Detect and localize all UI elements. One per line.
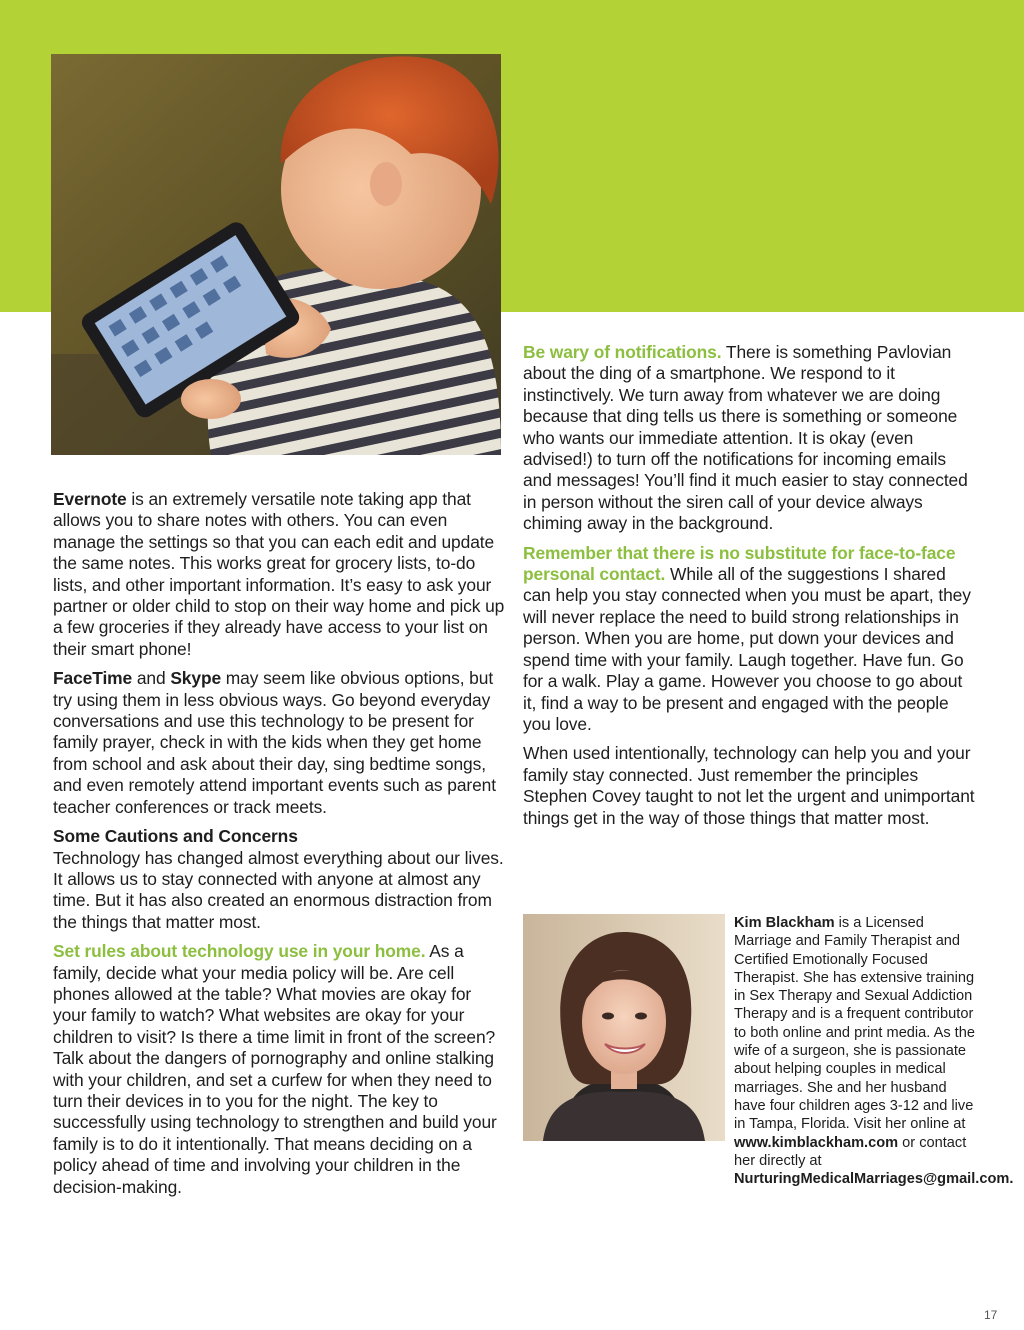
facetime-label: FaceTime [53,668,133,689]
rules-paragraph [53,941,505,1198]
bio-paragraph [734,914,1014,1188]
rules-text: As a family, decide what your media policy will be. Are cell phones allowed at the table? What movies are okay for your family to watch? What websites are okay for your children to visit? Is there a time limit in front of the screen? Talk about the dangers of pornography and online stalking with your children, and set a curfew for when they need to turn their devices in to you for the night. The key to successfully using technology to strengthen and build your family is to do it intentionally. That means deciding on a policy ahead of time and involving your children in the decision-making. [53,941,497,1197]
evernote-paragraph [53,489,505,660]
child-tablet-photo [51,54,501,455]
facetime-skype-text: may seem like obvious options, but try using them in less obvious ways. Go beyond everyday conversations and use this technology to be present for family prayer, check in with the kids when they get home from school and ask about their day, sing bedtime songs, and even remotely attend important events such as parent teacher conferences or track meets. [53,668,496,817]
conclusion-text: When used intentionally, technology can help you and your family stay connected. Just remember the principles Stephen Covey taught to not let the urgent and unimportant things get in the way of those things that matter most. [523,743,975,828]
evernote-text: is an extremely versatile note taking app that allows you to share notes with others. You can even manage the settings so that you can each edit and update the same notes. This works great for grocery lists, to-do lists, and other important information. It’s easy to ask your partner or older child to stop on their way home and pick up a few groceries if they already have access to your list on their smart phone! [53,489,505,659]
skype-label: Skype [170,668,222,689]
facetime-skype-paragraph [53,668,505,818]
face-to-face-paragraph [523,543,975,736]
author-portrait-photo [523,914,725,1141]
cautions-heading: Some Cautions and Concerns [53,826,298,847]
author-bio [734,914,1014,1188]
child-tablet-illustration [51,54,501,455]
notifications-paragraph [523,342,975,535]
bio-text: is a Licensed Marriage and Family Therapist and Certified Emotionally Focused Therapist. She has extensive training in Sex Therapy and Sexual Addiction Therapy and is a frequent contributor to both online and print media. As the wife of a surgeon, she is passionate about helping couples in medical marriages. She and her husband have four children ages 3-12 and live in Tampa, Florida. Visit her online at [734,915,975,1133]
face-to-face-text: While all of the suggestions I shared can help you stay connected when you must be apart, they will never replace the need to build strong relationships in person. When you are home, put down your devices and spend time with your family. Laugh together. Have fun. Go for a walk. Play a game. However you choose to go about it, find a way to be present and engaged with the people you love. [523,564,971,734]
right-text-column [523,342,975,837]
rules-highlight: Set rules about technology use in your home. [53,941,426,962]
notifications-text: There is something Pavlovian about the ding of a smartphone. We respond to it instinctively. We turn away from whatever we are doing because that ding tells us there is something or someone who wants our immediate attention. It is okay (even advised!) to turn off the notifications for incoming emails and messages! You’ll find it much easier to stay connected in person without the siren call of your device always chiming away in the background. [523,342,968,534]
left-text-column [53,489,505,1206]
conclusion-paragraph [523,743,975,829]
notifications-highlight: Be wary of notifications. [523,342,722,362]
author-email-link[interactable]: NurturingMedicalMarriages@gmail.com. [734,1171,1014,1188]
evernote-label: Evernote [53,489,127,509]
author-name: Kim Blackham [734,915,835,931]
and-connector: and [132,668,171,689]
face-to-face-highlight: Remember that there is no substitute for face-to-face personal contact. [523,542,956,585]
cautions-paragraph [53,826,505,933]
author-website-link[interactable]: www.kimblackham.com [734,1134,899,1151]
bio-contact-text: or contact her directly at [734,1134,967,1169]
cautions-text: Technology has changed almost everything about our lives. It allows us to stay connected with anyone at almost any time. But it has also created an enormous distraction from the things that matter most. [53,847,504,932]
author-portrait-illustration [523,914,725,1141]
page-number: 17 [984,1308,998,1322]
